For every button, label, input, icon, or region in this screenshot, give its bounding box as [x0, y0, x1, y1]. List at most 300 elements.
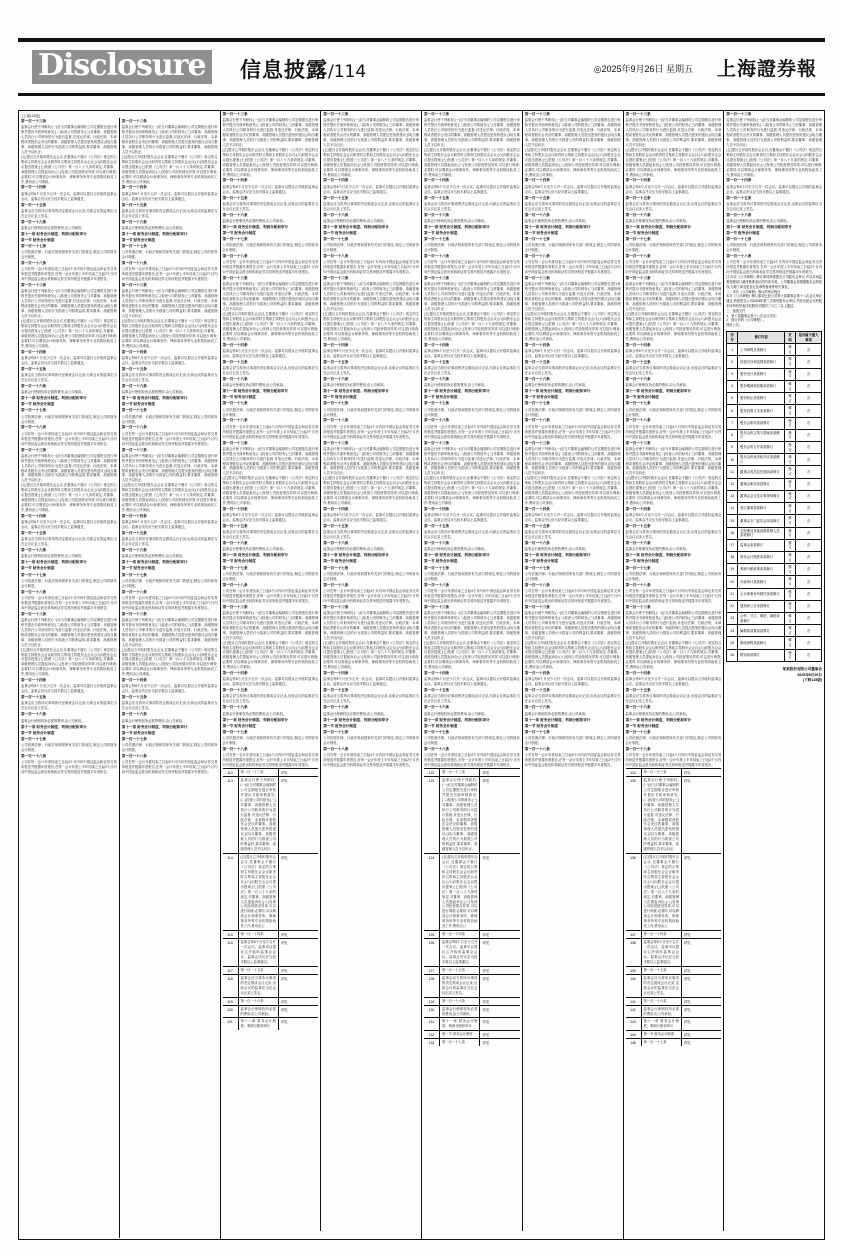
article-heading: 第一百一十七条	[121, 736, 147, 741]
article-paragraph: 监事会行使下列职权:(一)应当对董事会编制的公司定期报告进行审核并提出书面审核意见;(二)检查公司的财务;(三)对董事、高级管理人员执行公司职务的行为进行监督,对违反法律、行政法规、本章程或者股东会决议的董事、高级管理人员提出罢免的建议;(四)当董事、高级管理人员的行为损害公司的利益时,要求董事、高级管理人员予以纠正;	[21, 617, 117, 647]
row-content-old: 监事会行使下列职权:(一)应当对董事会编制的公司定期报告进行审核并提出书面审核意见;(二)检查公司的财务;(三)对董事、高级管理人员执行公司职务的行为进行监督,对违反法律、行政法规、本章程或者股东会决议的董事、高级管理人员提出罢免的建议;(四)当董事、高级管理人员的行为损害公司的利益时,要求董事、高级管理人员予以纠正;	[442, 778, 478, 852]
table-row	[727, 515, 822, 527]
article-paragraph: 监事会行使职权所必需的费用,由公司承担。	[121, 390, 186, 395]
article-paragraph: (五)提议召开临时股东会会议,在董事会不履行《公司法》规定的召集和主持股东会会议职责时召集和主持股东会会议;(六)向股东会会议提出提案;(七)依照《公司法》第一百八十九条的规定,对董事、高级管理人员提起诉讼;(八)发现公司经营情况异常,可以进行调查;必要时,可以聘请会计师事务所、律师事务所等专业机构协助其工作,费用由公司承担。	[323, 640, 419, 670]
article-paragraph: 监事会每6个月至少召开一次会议。监事可以提议召开临时监事会会议。监事会决议应当经半数以上监事通过。	[625, 513, 722, 523]
article-paragraph: 监事会行使下列职权:(一)应当对董事会编制的公司定期报告进行审核并提出书面审核意见;(二)检查公司的财务;(三)对董事、高级管理人员执行公司职务的行为进行监督,对违反法律、行政法规、本章程或者股东会决议的董事、高级管理人员提出罢免的建议;(四)当董事、高级管理人员的行为损害公司的利益时,要求董事、高级管理人员予以纠正;	[323, 118, 419, 147]
article-paragraph: 监事会应当将所议事项的决定做成会议记录,出席会议的监事应当在会议记录上签名。	[323, 201, 419, 211]
table-row	[626, 1030, 722, 1038]
row-content-old: 第十一章 财务会计制度、利润分配和审计	[240, 1019, 276, 1029]
article-paragraph: (五)提议召开临时股东会会议,在董事会不履行《公司法》规定的召集和主持股东会会议职责时召集和主持股东会会议;(六)向股东会会议提出提案;(七)依照《公司法》第一百八十九条的规定,对董事、高级管理人员提起诉讼;(八)发现公司经营情况异常,可以进行调查;必要时,可以聘请会计师事务所、律师事务所等专业机构协助其工作,费用由公司承担。	[121, 483, 218, 513]
article-paragraph: 公司在每一会计年度结束之日起4个月内向中国证监会和证券交易所报送并披露年度报告,在每一会计年度上半年结束之日起2个月内向中国证监会派出机构和证券交易所报送并披露半年度报告。	[21, 760, 117, 775]
table-cell: 利润分配政策条款修订	[738, 564, 785, 576]
article-paragraph: 监事会应当将所议事项的决定做成会议记录,出席会议的监事应当在会议记录上签名。	[424, 201, 520, 211]
row-content-old: 第一百一十三条	[442, 770, 466, 774]
table-cell: 修订	[785, 344, 796, 356]
table-cell: 否	[795, 503, 821, 515]
article-paragraph: 公司依照法律、行政法规和国家有关部门的规定,制定公司的财务会计制度。	[625, 571, 722, 581]
table-cell: 否	[795, 625, 821, 637]
column-2-subcolumns	[221, 111, 422, 1231]
article-paragraph: 监事会每6个月至少召开一次会议。监事可以提议召开临时监事会会议。监事会决议应当经半数以上监事通过。	[121, 684, 218, 694]
column-2	[221, 111, 423, 1239]
masthead-rule-top	[18, 38, 825, 42]
article-heading: 第一百一十六条	[625, 705, 651, 710]
signature-company: 某某股份有限公司董事会	[782, 666, 822, 671]
article-heading: 第一百一十八条	[323, 582, 349, 587]
article-heading: 第一百一十八条	[524, 582, 550, 587]
article-paragraph: 公司依照法律、行政法规和国家有关部门的规定,制定公司的财务会计制度。	[222, 243, 319, 253]
article-heading: 第十一章 财务会计制度、利润分配和审计	[21, 560, 87, 565]
article-paragraph: 公司依照法律、行政法规和国家有关部门的规定,制定公司的财务会计制度。	[121, 743, 218, 753]
table-cell: 否	[795, 454, 821, 466]
row-content-new: 详见	[278, 1006, 318, 1018]
article-heading: 第一节 财务会计制度	[121, 566, 156, 571]
article-paragraph: 监事会每6个月至少召开一次会议。监事可以提议召开临时监事会会议。监事会决议应当经半数以上监事通过。	[424, 677, 520, 687]
table-row	[626, 853, 722, 930]
article-heading: 第一节 财务会计制度	[21, 402, 55, 407]
table-cell: 否	[795, 564, 821, 576]
article-heading: 第一百一十八条	[424, 418, 450, 423]
article-heading: 第一节 财务会计制度	[323, 395, 357, 400]
article-paragraph: 公司依照法律、行政法规和国家有关部门的规定,制定公司的财务会计制度。	[524, 736, 621, 746]
article-paragraph: 监事会应当将所议事项的决定做成会议记录,出席会议的监事应当在会议记录上签名。	[21, 208, 117, 218]
table-header-cell: 是否属于重大事项	[795, 332, 821, 344]
table-cell: 股份转让条款修订	[738, 393, 785, 405]
article-paragraph: 监事会行使下列职权:(一)应当对董事会编制的公司定期报告进行审核并提出书面审核意见;(二)检查公司的财务;(三)对董事、高级管理人员执行公司职务的行为进行监督,对违反法律、行政法规、本章程或者股东会决议的董事、高级管理人员提出罢免的建议;(四)当董事、高级管理人员的行为损害公司的利益时,要求董事、高级管理人员予以纠正;	[21, 125, 117, 154]
table-cell: 内部审计条款修订	[738, 576, 785, 588]
article-paragraph: 公司在每一会计年度结束之日起4个月内向中国证监会和证券交易所报送并披露年度报告,在每一会计年度上半年结束之日起2个月内向中国证监会派出机构和证券交易所报送并披露半年度报告。	[323, 260, 419, 275]
article-heading: 第一百一十三条	[424, 604, 450, 609]
article-heading: 第一百一十四条	[121, 678, 147, 683]
article-heading: 第一百一十四条	[21, 678, 47, 683]
article-heading: 第一节 财务会计制度	[424, 723, 458, 728]
article-paragraph: 公司依照法律、行政法规和国家有关部门的规定,制定公司的财务会计制度。	[21, 578, 117, 588]
article-heading: 第一百一十八条	[524, 418, 550, 423]
article-paragraph: 公司依照法律、行政法规和国家有关部门的规定,制定公司的财务会计制度。	[121, 414, 218, 424]
table-row	[223, 997, 319, 1005]
table-cell: 修订	[785, 478, 796, 490]
article-heading: 第一节 财务会计制度	[625, 395, 659, 400]
section-number: /114	[328, 62, 367, 82]
signature-date: 2025年9月26日	[797, 672, 822, 677]
table-cell: 修订	[785, 429, 796, 441]
row-content-old: 第一百一十五条	[442, 967, 466, 972]
article-heading: 第一百一十三条	[222, 276, 248, 281]
table-row	[424, 1017, 520, 1030]
article-heading: 第十一章 财务会计制度、利润分配和审计	[121, 396, 188, 400]
table-header-row	[727, 332, 822, 344]
article-paragraph: 公司在每一会计年度结束之日起4个月内向中国证监会和证券交易所报送并披露年度报告,在每一会计年度上半年结束之日起2个月内向中国证监会派出机构和证券交易所报送并披露半年度报告。	[121, 431, 218, 446]
article-paragraph: 公司在每一会计年度结束之日起4个月内向中国证监会和证券交易所报送并披露年度报告,在每一会计年度上半年结束之日起2个月内向中国证监会派出机构和证券交易所报送并披露半年度报告。	[222, 588, 319, 603]
article-heading: 第一百一十五条	[222, 195, 248, 200]
article-paragraph: 监事会行使下列职权:(一)应当对董事会编制的公司定期报告进行审核并提出书面审核意见;(二)检查公司的财务;(三)对董事、高级管理人员执行公司职务的行为进行监督,对违反法律、行政法规、本章程或者股东会决议的董事、高级管理人员提出罢免的建议;(四)当董事、高级管理人员的行为损害公司的利益时,要求董事、高级管理人员予以纠正;	[323, 282, 419, 312]
article-heading: 第十一章 财务会计制度、利润分配和审计	[323, 389, 389, 393]
column-1	[19, 111, 221, 1239]
row-content-old: 第十一章 财务会计制度、利润分配和审计	[442, 1019, 478, 1029]
table-cell: 13	[727, 490, 738, 502]
table-cell: 否	[795, 576, 821, 588]
article-paragraph: 公司在每一会计年度结束之日起4个月内向中国证监会和证券交易所报送并披露年度报告,在每一会计年度上半年结束之日起2个月内向中国证监会派出机构和证券交易所报送并披露半年度报告。	[424, 260, 520, 275]
article-paragraph: 公司依照法律、行政法规和国家有关部门的规定,制定公司的财务会计制度。	[524, 243, 621, 253]
row-number: 128	[424, 975, 440, 997]
article-heading: 第一百一十八条	[222, 746, 248, 751]
table-cell: 4	[727, 380, 738, 392]
article-heading: 第一百一十六条	[424, 705, 450, 710]
article-paragraph: (五)提议召开临时股东会会议,在董事会不履行《公司法》规定的召集和主持股东会会议职责时召集和主持股东会会议;(六)向股东会会议提出提案;(七)依照《公司法》第一百八十九条的规定,对董事、高级管理人员提起诉讼;(八)发现公司经营情况异常,可以进行调查;必要时,可以聘请会计师事务所、律师事务所等专业机构协助其工作,费用由公司承担。	[121, 319, 218, 348]
table-row	[424, 997, 520, 1005]
table-row	[727, 527, 822, 539]
article-paragraph: 监事会每6个月至少召开一次会议。监事可以提议召开临时监事会会议。监事会决议应当经半数以上监事通过。	[524, 677, 621, 687]
article-heading: 第一百一十六条	[726, 212, 752, 217]
row-content-old: 第一百一十四条	[442, 932, 466, 937]
article-heading: 第十一章 财务会计制度、利润分配和审计	[424, 389, 490, 393]
table-row	[424, 768, 520, 776]
article-heading: 第一节 财务会计制度	[625, 230, 659, 235]
table-cell: 董事会专门委员会条款修订	[738, 515, 785, 527]
article-paragraph: 监事会每6个月至少召开一次会议。监事可以提议召开临时监事会会议。监事会决议应当经半数以上监事通过。	[222, 184, 319, 194]
row-content-new: 详见	[681, 1039, 721, 1046]
article-paragraph: 监事会每6个月至少召开一次会议。监事可以提议召开临时监事会会议。监事会决议应当经半数以上监事通过。	[21, 355, 117, 365]
article-heading: 第十一章 财务会计制度、利润分配和审计	[524, 224, 591, 229]
table-row	[727, 625, 822, 637]
article-paragraph: 公司依照法律、行政法规和国家有关部门的规定,制定公司的财务会计制度。	[222, 571, 319, 581]
article-paragraph: 监事会每6个月至少召开一次会议。监事可以提议召开临时监事会会议。监事会决议应当经半数以上监事通过。	[21, 191, 117, 201]
table-cell: 26	[727, 649, 738, 661]
article-heading: 第一节 财务会计制度	[424, 395, 458, 400]
row-number: 119	[223, 998, 239, 1005]
row-number: 136	[626, 854, 642, 930]
article-paragraph: 公司依照法律、行政法规和国家有关部门的规定,制定公司的财务会计制度。	[121, 578, 218, 588]
article-paragraph: (五)提议召开临时股东会会议,在董事会不履行《公司法》规定的召集和主持股东会会议职责时召集和主持股东会会议;(六)向股东会会议提出提案;(七)依照《公司法》第一百八十九条的规定,对董事、高级管理人员提起诉讼;(八)发现公司经营情况异常,可以进行调查;必要时,可以聘请会计师事务所、律师事务所等专业机构协助其工作,费用由公司承担。	[424, 640, 520, 670]
table-cell: 否	[795, 649, 821, 661]
article-paragraph: 监事会应当将所议事项的决定做成会议记录,出席会议的监事应当在会议记录上签名。	[323, 530, 419, 540]
table-cell: 16	[727, 527, 738, 539]
table-cell: 修订	[785, 527, 796, 539]
row-content-old: 监事会每6个月至少召开一次会议。监事可以提议召开临时监事会会议。监事会决议应当经半数以上监事通过。	[643, 940, 679, 964]
article-paragraph: 公司依照法律、行政法规和国家有关部门的规定,制定公司的财务会计制度。	[625, 407, 722, 417]
article-paragraph: 监事会行使职权所必需的费用,由公司承担。	[424, 218, 488, 223]
row-content-old: 第一节 财务会计制度	[643, 1032, 675, 1037]
row-content-new: 详见	[681, 967, 721, 974]
article-paragraph: 监事会行使职权所必需的费用,由公司承担。	[21, 390, 85, 395]
article-heading: 第一百一十五条	[21, 695, 47, 700]
article-heading: 第一百一十四条	[524, 506, 550, 511]
article-heading: 第一百一十七条	[524, 729, 550, 734]
table-row	[626, 776, 722, 853]
table-cell: 否	[795, 368, 821, 380]
article-paragraph: 监事会行使下列职权:(一)应当对董事会编制的公司定期报告进行审核并提出书面审核意见;(二)检查公司的财务;(三)对董事、高级管理人员执行公司职务的行为进行监督,对违反法律、行政法规、本章程或者股东会决议的董事、高级管理人员提出罢免的建议;(四)当董事、高级管理人员的行为损害公司的利益时,要求董事、高级管理人员予以纠正;	[424, 446, 520, 476]
row-number: 121	[223, 1018, 239, 1030]
article-heading: 第一百一十五条	[625, 524, 651, 529]
article-heading: 第一百一十六条	[121, 548, 147, 553]
article-paragraph: 监事会行使职权所必需的费用,由公司承担。	[222, 218, 287, 223]
table-row	[626, 930, 722, 938]
article-paragraph: (五)提议召开临时股东会会议,在董事会不履行《公司法》规定的召集和主持股东会会议职责时召集和主持股东会会议;(六)向股东会会议提出提案;(七)依照《公司法》第一百八十九条的规定,对董事、高级管理人员提起诉讼;(八)发现公司经营情况异常,可以进行调查;必要时,可以聘请会计师事务所、律师事务所等专业机构协助其工作,费用由公司承担。	[222, 147, 319, 177]
article-paragraph: (五)提议召开临时股东会会议,在董事会不履行《公司法》规定的召集和主持股东会会议职责时召集和主持股东会会议;(六)向股东会会议提出提案;(七)依照《公司法》第一百八十九条的规定,对董事、高级管理人员提起诉讼;(八)发现公司经营情况异常,可以进行调查;必要时,可以聘请会计师事务所、律师事务所等专业机构协助其工作,费用由公司承担。	[524, 147, 621, 177]
row-number: 139	[626, 967, 642, 974]
publication-date: ◎2025年9月26日 星期五	[593, 64, 693, 74]
article-heading: 第一百一十六条	[625, 376, 651, 381]
article-heading: 第一百一十七条	[121, 244, 147, 249]
row-content-new: 详见	[681, 769, 721, 776]
table-row	[626, 768, 722, 776]
table-row	[223, 853, 319, 930]
article-paragraph: 监事会应当将所议事项的决定做成会议记录,出席会议的监事应当在会议记录上签名。	[121, 208, 218, 218]
article-heading: 第一百一十七条	[524, 401, 550, 406]
article-heading: 第一百一十六条	[21, 383, 47, 388]
article-heading: 第一百一十六条	[323, 212, 349, 217]
article-paragraph: 监事会每6个月至少召开一次会议。监事可以提议召开临时监事会会议。监事会决议应当经半数以上监事通过。	[222, 348, 319, 358]
article-heading: 第一百一十三条	[625, 440, 651, 445]
table-cell: 财务会计制度条款修订	[738, 551, 785, 563]
row-content-old: 监事会每6个月至少召开一次会议。监事可以提议召开临时监事会会议。监事会决议应当经半数以上监事通过。	[240, 940, 276, 964]
row-content-new: 详见	[479, 998, 519, 1005]
article-heading: 第一百一十八条	[21, 261, 47, 266]
article-heading: 第一节 财务会计制度	[524, 723, 559, 728]
article-heading: 第一百一十三条	[524, 604, 550, 609]
article-paragraph: 监事会应当将所议事项的决定做成会议记录,出席会议的监事应当在会议记录上签名。	[726, 201, 822, 211]
article-paragraph: 监事会每6个月至少召开一次会议。监事可以提议召开临时监事会会议。监事会决议应当经半数以上监事通过。	[424, 348, 520, 358]
row-content-old: 第十一章 财务会计制度、利润分配和审计	[643, 1019, 679, 1029]
article-heading: 第一百一十七条	[323, 401, 349, 406]
article-heading: 第十一章 财务会计制度、利润分配和审计	[323, 717, 389, 722]
table-cell: 否	[795, 588, 821, 600]
row-content-new: 详见	[681, 854, 721, 930]
table-cell: 否	[795, 380, 821, 392]
article-paragraph: 监事会行使下列职权:(一)应当对董事会编制的公司定期报告进行审核并提出书面审核意见;(二)检查公司的财务;(三)对董事、高级管理人员执行公司职务的行为进行监督,对违反法律、行政法规、本章程或者股东会决议的董事、高级管理人员提出罢免的建议;(四)当董事、高级管理人员的行为损害公司的利益时,要求董事、高级管理人员予以纠正;	[323, 446, 419, 476]
article-heading: 第一百一十八条	[222, 254, 248, 259]
article-paragraph: 监事会应当将所议事项的决定做成会议记录,出席会议的监事应当在会议记录上签名。	[222, 694, 319, 704]
table-cell: 否	[795, 478, 821, 490]
article-paragraph: (五)提议召开临时股东会会议,在董事会不履行《公司法》规定的召集和主持股东会会议职责时召集和主持股东会会议;(六)向股东会会议提出提案;(七)依照《公司法》第一百八十九条的规定,对董事、高级管理人员提起诉讼;(八)发现公司经营情况异常,可以进行调查;必要时,可以聘请会计师事务所、律师事务所等专业机构协助其工作,费用由公司承担。	[323, 476, 419, 506]
article-paragraph: 公司在每一会计年度结束之日起4个月内向中国证监会和证券交易所报送并披露年度报告,在每一会计年度上半年结束之日起2个月内向中国证监会派出机构和证券交易所报送并披露半年度报告。	[323, 753, 419, 768]
article-heading: 第一百一十五条	[21, 531, 47, 536]
table-row	[223, 974, 319, 997]
article-heading: 第一百一十六条	[323, 705, 349, 710]
article-heading: 第一百一十三条	[222, 604, 248, 609]
table-row	[424, 938, 520, 966]
table-cell: 否	[795, 405, 821, 417]
article-heading: 第一百一十五条	[424, 688, 450, 693]
article-paragraph: 监事会每6个月至少召开一次会议。监事可以提议召开临时监事会会议。监事会决议应当经半数以上监事通过。	[21, 520, 117, 530]
row-content-old: 第一百一十六条	[442, 998, 466, 1003]
row-content-new: 详见	[681, 777, 721, 853]
row-number: 122	[424, 769, 440, 776]
row-number: 123	[424, 777, 440, 853]
table-header-cell: 页码	[785, 332, 796, 344]
article-heading: 第十一章 财务会计制度、利润分配和审计	[121, 724, 188, 729]
article-paragraph: 公司依照法律、行政法规和国家有关部门的规定,制定公司的财务会计制度。	[323, 571, 419, 581]
article-heading: 第十一章 财务会计制度、利润分配和审计	[21, 724, 87, 729]
article-paragraph: 监事会行使下列职权:(一)应当对董事会编制的公司定期报告进行审核并提出书面审核意见;(二)检查公司的财务;(三)对董事、高级管理人员执行公司职务的行为进行监督,对违反法律、行政法规、本章程或者股东会决议的董事、高级管理人员提出罢免的建议;(四)当董事、高级管理人员的行为损害公司的利益时,要求董事、高级管理人员予以纠正;	[222, 610, 319, 640]
table-cell: 修订	[785, 503, 796, 515]
table-cell: 3	[727, 368, 738, 380]
row-content-old: 监事会行使下列职权:(一)应当对董事会编制的公司定期报告进行审核并提出书面审核意见;(二)检查公司的财务;(三)对董事、高级管理人员执行公司职务的行为进行监督,对违反法律、行政法规、本章程或者股东会决议的董事、高级管理人员提出罢免的建议;(四)当董事、高级管理人员的行为损害公司的利益时,要求董事、高级管理人员予以纠正;	[643, 778, 679, 852]
row-content-old: 监事会应当将所议事项的决定做成会议记录,出席会议的监事应当在会议记录上签名。	[643, 975, 679, 995]
row-number: 134	[626, 769, 642, 776]
table-cell: 否	[795, 441, 821, 453]
article-heading: 第一百一十七条	[625, 729, 651, 734]
article-heading: 第一百一十七条	[424, 237, 450, 242]
row-number: 138	[626, 939, 642, 966]
row-content-old: 监事会每6个月至少召开一次会议。监事可以提议召开临时监事会会议。监事会决议应当经半数以上监事通过。	[442, 940, 478, 964]
table-row	[727, 417, 822, 429]
article-heading: 第一百一十三条	[625, 604, 651, 609]
article-paragraph: 公司依照法律、行政法规和国家有关部门的规定,制定公司的财务会计制度。	[524, 407, 621, 417]
article-paragraph: 公司依照法律、行政法规和国家有关部门的规定,制定公司的财务会计制度。	[424, 571, 520, 581]
table-row	[626, 997, 722, 1005]
article-paragraph: 监事会行使职权所必需的费用,由公司承担。	[524, 547, 589, 552]
article-heading: 第一百一十六条	[625, 212, 651, 217]
article-heading: 第一百一十六条	[524, 212, 550, 217]
article-heading: 第一百一十三条	[424, 112, 450, 116]
article-heading: 第一百一十五条	[625, 688, 651, 693]
article-heading: 第十一章 财务会计制度、利润分配和审计	[222, 717, 289, 722]
article-paragraph: 公司依照法律、行政法规和国家有关部门的规定,制定公司的财务会计制度。	[726, 243, 822, 253]
article-paragraph: 监事会行使下列职权:(一)应当对董事会编制的公司定期报告进行审核并提出书面审核意见;(二)检查公司的财务;(三)对董事、高级管理人员执行公司职务的行为进行监督,对违反法律、行政法规、本章程或者股东会决议的董事、高级管理人员提出罢免的建议;(四)当董事、高级管理人员的行为损害公司的利益时,要求董事、高级管理人员予以纠正;	[625, 282, 722, 312]
article-heading: 第一百一十六条	[222, 541, 248, 546]
row-content-old: 监事会应当将所议事项的决定做成会议记录,出席会议的监事应当在会议记录上签名。	[240, 975, 276, 995]
table-row	[727, 356, 822, 368]
row-content-new: 详见	[479, 1031, 519, 1038]
article-heading: 第十一章 财务会计制度、利润分配和审计	[222, 224, 289, 229]
article-paragraph: (五)提议召开临时股东会会议,在董事会不履行《公司法》规定的召集和主持股东会会议职责时召集和主持股东会会议;(六)向股东会会议提出提案;(七)依照《公司法》第一百八十九条的规定,对董事、高级管理人员提起诉讼;(八)发现公司经营情况异常,可以进行调查;必要时,可以聘请会计师事务所、律师事务所等专业机构协助其工作,费用由公司承担。	[21, 647, 117, 677]
footer-note-line: 三、备查文件	[726, 308, 746, 313]
article-heading: 第一节 财务会计制度	[625, 559, 659, 564]
row-content-old: 监事会行使职权所必需的费用,由公司承担。	[643, 1006, 679, 1016]
row-content-new: 详见	[681, 1031, 721, 1038]
article-paragraph: 监事会每6个月至少召开一次会议。监事可以提议召开临时监事会会议。监事会决议应当经半数以上监事通过。	[625, 184, 722, 194]
row-content-new: 详见	[681, 1018, 721, 1030]
row-content-old: (五)提议召开临时股东会会议,在董事会不履行《公司法》规定的召集和主持股东会会议职责时召集和主持股东会会议;(六)向股东会会议提出提案;(七)依照《公司法》第一百八十九条的规定,对董事、高级管理人员提起诉讼;(八)发现公司经营情况异常,可以进行调查;必要时,可以聘请会计师事务所、律师事务所等专业机构协助其工作,费用由公	[643, 855, 679, 929]
table-cell: 1	[727, 344, 738, 356]
article-heading: 第一百一十四条	[323, 671, 349, 676]
row-content-old: 第一百一十五条	[643, 967, 667, 972]
article-paragraph: 监事会行使下列职权:(一)应当对董事会编制的公司定期报告进行审核并提出书面审核意见;(二)检查公司的财务;(三)对董事、高级管理人员执行公司职务的行为进行监督,对违反法律、行政法规、本章程或者股东会决议的董事、高级管理人员提出罢免的建议;(四)当董事、高级管理人员的行为损害公司的利益时,要求董事、高级管理人员予以纠正;	[121, 289, 218, 319]
article-paragraph: 监事会行使下列职权:(一)应当对董事会编制的公司定期报告进行审核并提出书面审核意见;(二)检查公司的财务;(三)对董事、高级管理人员执行公司职务的行为进行监督,对违反法律、行政法规、本章程或者股东会决议的董事、高级管理人员提出罢免的建议;(四)当董事、高级管理人员的行为损害公司的利益时,要求董事、高级管理人员予以纠正;	[323, 610, 419, 640]
article-paragraph: 公司依照法律、行政法规和国家有关部门的规定,制定公司的财务会计制度。	[424, 736, 520, 746]
article-heading: 第一百一十三条	[726, 112, 752, 116]
article-heading: 第一节 财务会计制度	[524, 559, 559, 564]
article-paragraph: 监事会行使职权所必需的费用,由公司承担。	[524, 218, 589, 223]
article-paragraph: 监事会应当将所议事项的决定做成会议记录,出席会议的监事应当在会议记录上签名。	[625, 530, 722, 540]
column-3-right	[522, 111, 623, 1231]
article-paragraph: 监事会行使下列职权:(一)应当对董事会编制的公司定期报告进行审核并提出书面审核意见;(二)检查公司的财务;(三)对董事、高级管理人员执行公司职务的行为进行监督,对违反法律、行政法规、本章程或者股东会决议的董事、高级管理人员提出罢免的建议;(四)当董事、高级管理人员的行为损害公司的利益时,要求董事、高级管理人员予以纠正;	[21, 289, 117, 319]
article-heading: 第一百一十六条	[323, 376, 349, 381]
row-content-old: 监事会行使职权所必需的费用,由公司承担。	[240, 1006, 276, 1016]
article-paragraph: 监事会行使下列职权:(一)应当对董事会编制的公司定期报告进行审核并提出书面审核意见;(二)检查公司的财务;(三)对董事、高级管理人员执行公司职务的行为进行监督,对违反法律、行政法规、本章程或者股东会决议的董事、高级管理人员提出罢免的建议;(四)当董事、高级管理人员的行为损害公司的利益时,要求董事、高级管理人员予以纠正;	[424, 610, 520, 640]
article-paragraph: 公司依照法律、行政法规和国家有关部门的规定,制定公司的财务会计制度。	[323, 736, 419, 746]
article-heading: 第一节 财务会计制度	[323, 559, 357, 564]
row-content-new: 详见	[278, 967, 318, 974]
article-paragraph: 公司依照法律、行政法规和国家有关部门的规定,制定公司的财务会计制度。	[121, 250, 218, 260]
article-paragraph: 监事会行使下列职权:(一)应当对董事会编制的公司定期报告进行审核并提出书面审核意见;(二)检查公司的财务;(三)对董事、高级管理人员执行公司职务的行为进行监督,对违反法律、行政法规、本章程或者股东会决议的董事、高级管理人员提出罢免的建议;(四)当董事、高级管理人员的行为损害公司的利益时,要求董事、高级管理人员予以纠正;	[121, 125, 218, 154]
article-heading: 第一百一十四条	[424, 671, 450, 676]
table-cell: 修订	[785, 613, 796, 625]
row-number: 137	[626, 931, 642, 938]
article-paragraph: (五)提议召开临时股东会会议,在董事会不履行《公司法》规定的召集和主持股东会会议职责时召集和主持股东会会议;(六)向股东会会议提出提案;(七)依照《公司法》第一百八十九条的规定,对董事、高级管理人员提起诉讼;(八)发现公司经营情况异常,可以进行调查;必要时,可以聘请会计师事务所、律师事务所等专业机构协助其工作,费用由公司承担。	[625, 476, 722, 506]
article-paragraph: 监事会行使职权所必需的费用,由公司承担。	[121, 225, 186, 230]
article-heading: 第一百一十七条	[21, 736, 47, 741]
article-heading: 第一百一十五条	[323, 688, 349, 693]
article-heading: 第一百一十四条	[222, 178, 248, 183]
article-heading: 第一百一十八条	[121, 425, 147, 430]
masthead	[18, 38, 825, 96]
article-paragraph: 监事会每6个月至少召开一次会议。监事可以提议召开临时监事会会议。监事会决议应当经半数以上监事通过。	[424, 513, 520, 523]
article-paragraph: 监事会行使下列职权:(一)应当对董事会编制的公司定期报告进行审核并提出书面审核意见;(二)检查公司的财务;(三)对董事、高级管理人员执行公司职务的行为进行监督,对违反法律、行政法规、本章程或者股东会决议的董事、高级管理人员提出罢免的建议;(四)当董事、高级管理人员的行为损害公司的利益时,要求董事、高级管理人员予以纠正;	[21, 453, 117, 483]
article-heading: 第一百一十五条	[121, 366, 147, 371]
article-paragraph: 监事会行使下列职权:(一)应当对董事会编制的公司定期报告进行审核并提出书面审核意见;(二)检查公司的财务;(三)对董事、高级管理人员执行公司职务的行为进行监督,对违反法律、行政法规、本章程或者股东会决议的董事、高级管理人员提出罢免的建议;(四)当董事、高级管理人员的行为损害公司的利益时,要求董事、高级管理人员予以纠正;	[222, 118, 319, 147]
article-heading: 第一百一十六条	[524, 705, 550, 710]
article-heading: 第一节 财务会计制度	[222, 559, 256, 564]
table-row	[626, 1005, 722, 1018]
article-heading: 第一百一十四条	[424, 342, 450, 347]
article-heading: 第十一章 财务会计制度、利润分配和审计	[524, 717, 591, 722]
article-paragraph: 监事会行使职权所必需的费用,由公司承担。	[625, 711, 690, 716]
article-heading: 第一百一十四条	[222, 671, 248, 676]
article-paragraph: 公司在每一会计年度结束之日起4个月内向中国证监会和证券交易所报送并披露年度报告,在每一会计年度上半年结束之日起2个月内向中国证监会派出机构和证券交易所报送并披露半年度报告。	[524, 588, 621, 603]
article-paragraph: 监事会行使职权所必需的费用,由公司承担。	[524, 711, 589, 716]
article-heading: 第一百一十三条	[524, 440, 550, 445]
article-heading: 第一百一十七条	[323, 565, 349, 570]
page-title	[240, 54, 366, 84]
article-heading: 第一节 财务会计制度	[121, 730, 156, 735]
row-number: 135	[626, 777, 642, 853]
article-paragraph: 监事会行使下列职权:(一)应当对董事会编制的公司定期报告进行审核并提出书面审核意见;(二)检查公司的财务;(三)对董事、高级管理人员执行公司职务的行为进行监督,对违反法律、行政法规、本章程或者股东会决议的董事、高级管理人员提出罢免的建议;(四)当董事、高级管理人员的行为损害公司的利益时,要求董事、高级管理人员予以纠正;	[726, 118, 822, 147]
article-paragraph: 监事会每6个月至少召开一次会议。监事可以提议召开临时监事会会议。监事会决议应当经半数以上监事通过。	[121, 520, 218, 530]
article-heading: 第一节 财务会计制度	[222, 723, 256, 728]
article-paragraph: (五)提议召开临时股东会会议,在董事会不履行《公司法》规定的召集和主持股东会会议职责时召集和主持股东会会议;(六)向股东会会议提出提案;(七)依照《公司法》第一百八十九条的规定,对董事、高级管理人员提起诉讼;(八)发现公司经营情况异常,可以进行调查;必要时,可以聘请会计师事务所、律师事务所等专业机构协助其工作,费用由公司承担。	[21, 483, 117, 513]
article-paragraph: 监事会行使职权所必需的费用,由公司承担。	[424, 547, 488, 552]
article-paragraph: 公司在每一会计年度结束之日起4个月内向中国证监会和证券交易所报送并披露年度报告,在每一会计年度上半年结束之日起2个月内向中国证监会派出机构和证券交易所报送并披露半年度报告。	[625, 260, 722, 275]
table-cell: 9	[727, 441, 738, 453]
article-heading: 第一百一十六条	[625, 541, 651, 546]
table-row	[727, 380, 822, 392]
footer-note-line: 本次《公司章程》修订事项已经公司第十届董事会第十八次会议审议通过,尚需提交公司2025年第三次临时股东会审议,并经出席会议的股东所持有效表决权股份总数的三分之二以上通过。	[726, 294, 822, 309]
article-paragraph: 公司在每一会计年度结束之日起4个月内向中国证监会和证券交易所报送并披露年度报告,在每一会计年度上半年结束之日起2个月内向中国证监会派出机构和证券交易所报送并披露半年度报告。	[625, 588, 722, 603]
article-heading: 第一百一十三条	[222, 440, 248, 445]
table-cell: 否	[795, 417, 821, 429]
article-heading: 第一百一十四条	[121, 513, 147, 518]
article-heading: 第一百一十五条	[21, 366, 47, 371]
row-content-old: 第一百一十五条	[240, 967, 264, 972]
article-heading: 第十一章 财务会计制度、利润分配和审计	[222, 553, 289, 558]
row-content-new: 详见	[278, 777, 318, 853]
table-cell: 合并、分立、增资、减资条款修订	[738, 613, 785, 625]
article-paragraph: 公司依照法律、行政法规和国家有关部门的规定,制定公司的财务会计制度。	[222, 407, 319, 417]
article-heading: 第一百一十五条	[222, 524, 248, 529]
table-cell: 否	[795, 527, 821, 539]
article-heading: 第一节 财务会计制度	[424, 230, 458, 235]
article-heading: 第一百一十六条	[121, 712, 147, 717]
article-heading: 第十一章 财务会计制度、利润分配和审计	[222, 389, 289, 393]
row-content-new: 详见	[681, 998, 721, 1005]
table-row	[727, 454, 822, 466]
article-paragraph: 公司依照法律、行政法规和国家有关部门的规定,制定公司的财务会计制度。	[625, 243, 722, 253]
row-number: 124	[424, 854, 440, 930]
article-heading: 第一百一十四条	[524, 342, 550, 347]
article-heading: 第一百一十八条	[222, 582, 248, 587]
row-content-new: 详见	[479, 1039, 519, 1046]
article-heading: 第一百一十七条	[222, 237, 248, 242]
article-paragraph: 监事会行使下列职权:(一)应当对董事会编制的公司定期报告进行审核并提出书面审核意见;(二)检查公司的财务;(三)对董事、高级管理人员执行公司职务的行为进行监督,对违反法律、行政法规、本章程或者股东会决议的董事、高级管理人员提出罢免的建议;(四)当董事、高级管理人员的行为损害公司的利益时,要求董事、高级管理人员予以纠正;	[625, 446, 722, 476]
article-heading: 第一百一十四条	[121, 185, 147, 190]
table-cell: 7	[727, 417, 738, 429]
article-heading: 第一节 财务会计制度	[121, 402, 156, 407]
article-heading: 第一百一十四条	[424, 178, 450, 183]
table-cell: 否	[795, 393, 821, 405]
column-3-left	[422, 111, 522, 1231]
